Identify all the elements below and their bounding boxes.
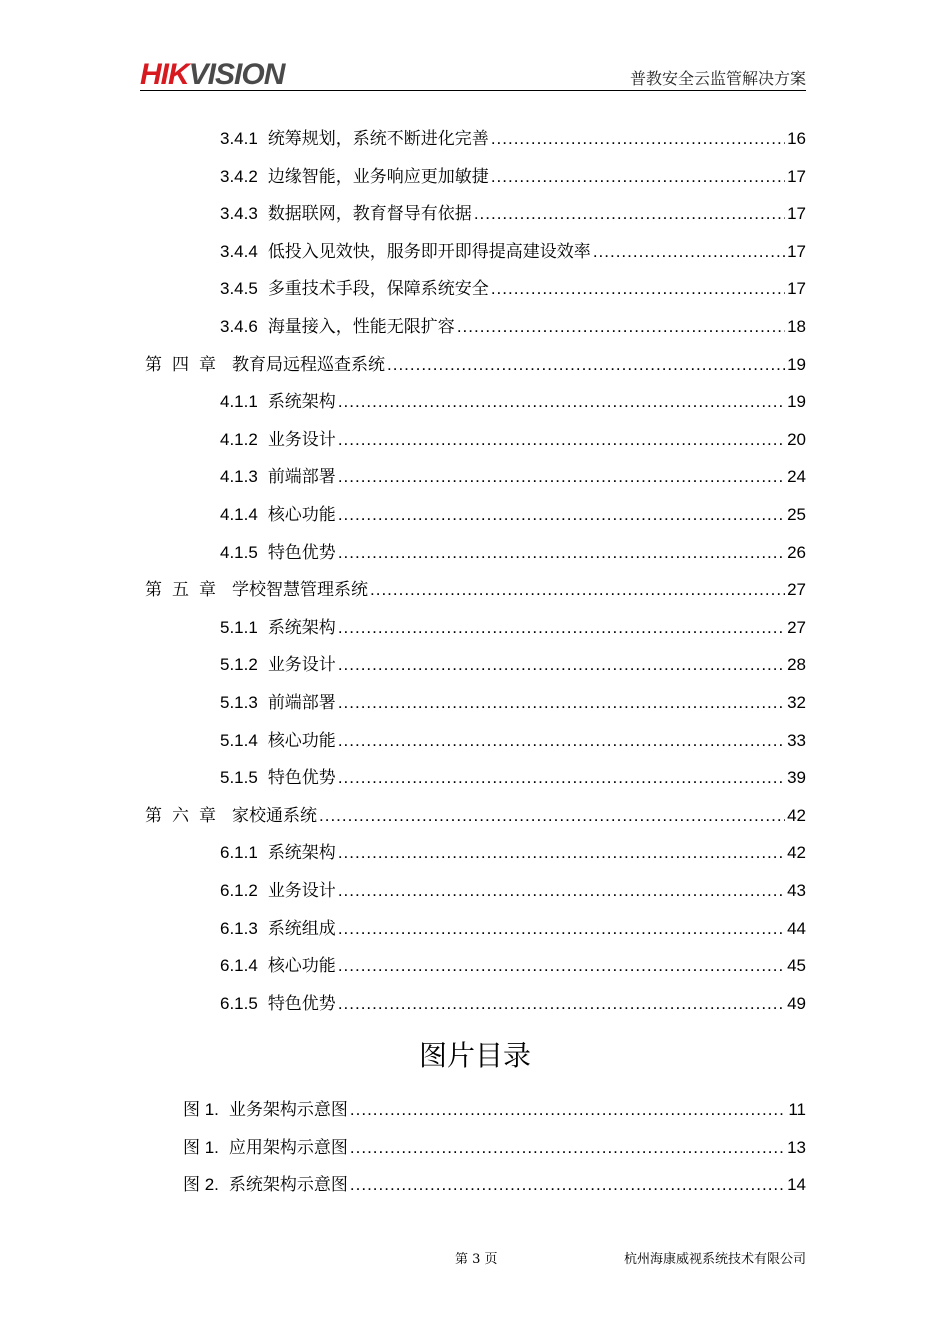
entry-number: 图 2.	[183, 1175, 219, 1195]
toc-section-entry[interactable]	[220, 199, 806, 229]
entry-title: 前端部署	[267, 467, 336, 488]
dot-leader	[370, 575, 785, 605]
entry-number: 4.1.4	[220, 505, 258, 524]
dot-leader	[350, 1170, 785, 1200]
toc-section-entry[interactable]	[220, 462, 806, 492]
entry-number: 3.4.5	[220, 279, 258, 299]
toc-chapter-entry[interactable]	[145, 350, 806, 380]
toc-section-entry[interactable]	[220, 124, 806, 154]
toc-section-entry[interactable]	[220, 989, 806, 1019]
toc-section-entry[interactable]	[220, 162, 806, 192]
dot-leader	[338, 538, 785, 568]
entry-title: 数据联网，教育督导有依据	[267, 204, 472, 225]
entry-title: 业务架构示意图	[228, 1100, 348, 1120]
toc-section-entry[interactable]	[220, 726, 806, 756]
entry-page-number: 18	[787, 317, 806, 336]
dot-leader	[491, 162, 785, 192]
entry-title: 多重技术手段，保障系统安全	[267, 279, 489, 300]
entry-number: 3.4.2	[220, 166, 258, 186]
figure-entry[interactable]	[183, 1133, 806, 1163]
toc-section-entry[interactable]	[220, 425, 806, 455]
entry-number: 第六章	[145, 805, 226, 825]
toc-section-entry[interactable]	[220, 312, 806, 342]
dot-leader	[387, 350, 785, 380]
entry-page-number: 17	[787, 204, 806, 224]
entry-page-number: 42	[787, 843, 806, 863]
entry-title: 系统架构	[267, 392, 336, 413]
dot-leader	[338, 726, 785, 756]
dot-leader	[338, 387, 785, 417]
document-title: 普教安全云监管解决方案	[629, 69, 806, 88]
toc-section-entry[interactable]	[220, 763, 806, 793]
toc-section-entry[interactable]	[220, 876, 806, 906]
dot-leader	[319, 801, 785, 831]
dot-leader	[338, 951, 785, 981]
dot-leader	[338, 425, 785, 455]
entry-page-number: 19	[787, 392, 806, 412]
entry-page-number: 24	[787, 467, 806, 487]
header-divider	[140, 90, 806, 91]
entry-page-number: 39	[787, 768, 806, 788]
entry-title: 学校智慧管理系统	[232, 580, 368, 601]
dot-leader	[338, 688, 785, 718]
logo-vision-text: VISION	[188, 58, 285, 91]
entry-page-number: 44	[787, 918, 806, 938]
dot-leader	[338, 650, 785, 680]
entry-number: 6.1.3	[220, 918, 258, 938]
entry-title: 核心功能	[267, 956, 336, 977]
entry-page-number: 49	[787, 993, 806, 1013]
entry-title: 低投入见效快，服务即开即得提高建设效率	[267, 241, 591, 262]
entry-page-number: 17	[787, 166, 806, 186]
entry-page-number: 13	[787, 1137, 806, 1157]
entry-title: 系统架构	[267, 617, 336, 638]
entry-title: 前端部署	[267, 693, 336, 713]
entry-number: 图 1.	[183, 1137, 219, 1157]
entry-title: 海量接入，性能无限扩容	[267, 317, 455, 337]
entry-number: 3.4.1	[220, 129, 258, 148]
entry-number: 5.1.3	[220, 693, 258, 712]
footer-company: 杭州海康威视系统技术有限公司	[623, 1252, 806, 1267]
entry-number: 4.1.1	[220, 392, 258, 412]
entry-number: 3.4.6	[220, 317, 258, 336]
entry-title: 边缘智能，业务响应更加敏捷	[267, 166, 489, 187]
entry-title: 特色优势	[267, 993, 336, 1014]
entry-title: 核心功能	[267, 505, 336, 525]
entry-number: 3.4.4	[220, 241, 258, 261]
entry-title: 核心功能	[267, 730, 336, 751]
toc-section-entry[interactable]	[220, 500, 806, 530]
entry-page-number: 27	[787, 617, 806, 637]
entry-number: 4.1.3	[220, 467, 258, 487]
dot-leader	[338, 838, 785, 868]
dot-leader	[593, 237, 785, 267]
entry-page-number: 43	[787, 881, 806, 900]
entry-title: 业务设计	[267, 429, 336, 450]
entry-number: 第四章	[145, 354, 226, 374]
dot-leader	[491, 124, 785, 154]
entry-number: 5.1.5	[220, 768, 258, 788]
entry-page-number: 17	[787, 279, 806, 299]
entry-page-number: 42	[787, 805, 806, 825]
entry-title: 教育局远程巡查系统	[232, 354, 385, 375]
footer-page-number: 第 3 页	[455, 1252, 498, 1267]
entry-page-number: 27	[787, 580, 806, 600]
toc-section-entry[interactable]	[220, 613, 806, 643]
dot-leader	[350, 1133, 785, 1163]
hikvision-logo	[140, 58, 284, 92]
toc-chapter-entry[interactable]	[145, 575, 806, 605]
entry-title: 系统组成	[267, 918, 336, 939]
entry-page-number: 45	[787, 956, 806, 976]
entry-page-number: 20	[787, 429, 806, 449]
entry-page-number: 16	[787, 129, 806, 148]
logo-hik-text: HIK	[140, 58, 189, 91]
dot-leader	[338, 876, 785, 906]
entry-title: 系统架构	[267, 843, 336, 864]
figure-list-heading: 图片目录	[418, 1039, 531, 1072]
dot-leader	[338, 763, 785, 793]
toc-section-entry[interactable]	[220, 650, 806, 680]
entry-number: 6.1.5	[220, 993, 258, 1013]
entry-number: 图 1.	[183, 1100, 219, 1119]
entry-page-number: 14	[787, 1175, 806, 1195]
entry-number: 5.1.1	[220, 617, 258, 637]
dot-leader	[338, 500, 785, 530]
entry-number: 第五章	[145, 580, 226, 600]
entry-number: 6.1.2	[220, 881, 258, 900]
dot-leader	[338, 613, 785, 643]
entry-title: 业务设计	[267, 881, 336, 901]
entry-title: 系统架构示意图	[228, 1175, 348, 1196]
toc-section-entry[interactable]	[220, 274, 806, 304]
dot-leader	[338, 462, 785, 492]
entry-title: 家校通系统	[232, 805, 317, 826]
entry-number: 5.1.2	[220, 655, 258, 675]
entry-page-number: 17	[787, 241, 806, 261]
entry-page-number: 11	[788, 1100, 806, 1119]
entry-title: 统筹规划，系统不断进化完善	[267, 129, 489, 149]
figure-entry[interactable]	[183, 1170, 806, 1200]
entry-page-number: 26	[787, 542, 806, 562]
entry-number: 6.1.4	[220, 956, 258, 976]
toc-section-entry[interactable]	[220, 688, 806, 718]
dot-leader	[338, 989, 785, 1019]
entry-number: 5.1.4	[220, 730, 258, 750]
entry-page-number: 25	[787, 505, 806, 524]
figure-entry[interactable]	[183, 1095, 806, 1125]
toc-chapter-entry[interactable]	[145, 801, 806, 831]
dot-leader	[474, 199, 785, 229]
dot-leader	[338, 914, 785, 944]
toc-section-entry[interactable]	[220, 838, 806, 868]
entry-number: 6.1.1	[220, 843, 258, 863]
entry-number: 4.1.5	[220, 542, 258, 562]
entry-page-number: 32	[787, 693, 806, 712]
entry-number: 4.1.2	[220, 429, 258, 449]
entry-title: 业务设计	[267, 655, 336, 676]
toc-section-entry[interactable]	[220, 387, 806, 417]
toc-section-entry[interactable]	[220, 538, 806, 568]
entry-title: 特色优势	[267, 768, 336, 789]
entry-page-number: 28	[787, 655, 806, 675]
entry-number: 3.4.3	[220, 204, 258, 224]
toc-section-entry[interactable]	[220, 951, 806, 981]
entry-page-number: 19	[787, 354, 806, 374]
entry-title: 特色优势	[267, 542, 336, 563]
dot-leader	[457, 312, 785, 342]
entry-page-number: 33	[787, 730, 806, 750]
entry-title: 应用架构示意图	[228, 1137, 348, 1158]
dot-leader	[350, 1095, 786, 1125]
toc-section-entry[interactable]	[220, 914, 806, 944]
dot-leader	[491, 274, 785, 304]
toc-section-entry[interactable]	[220, 237, 806, 267]
